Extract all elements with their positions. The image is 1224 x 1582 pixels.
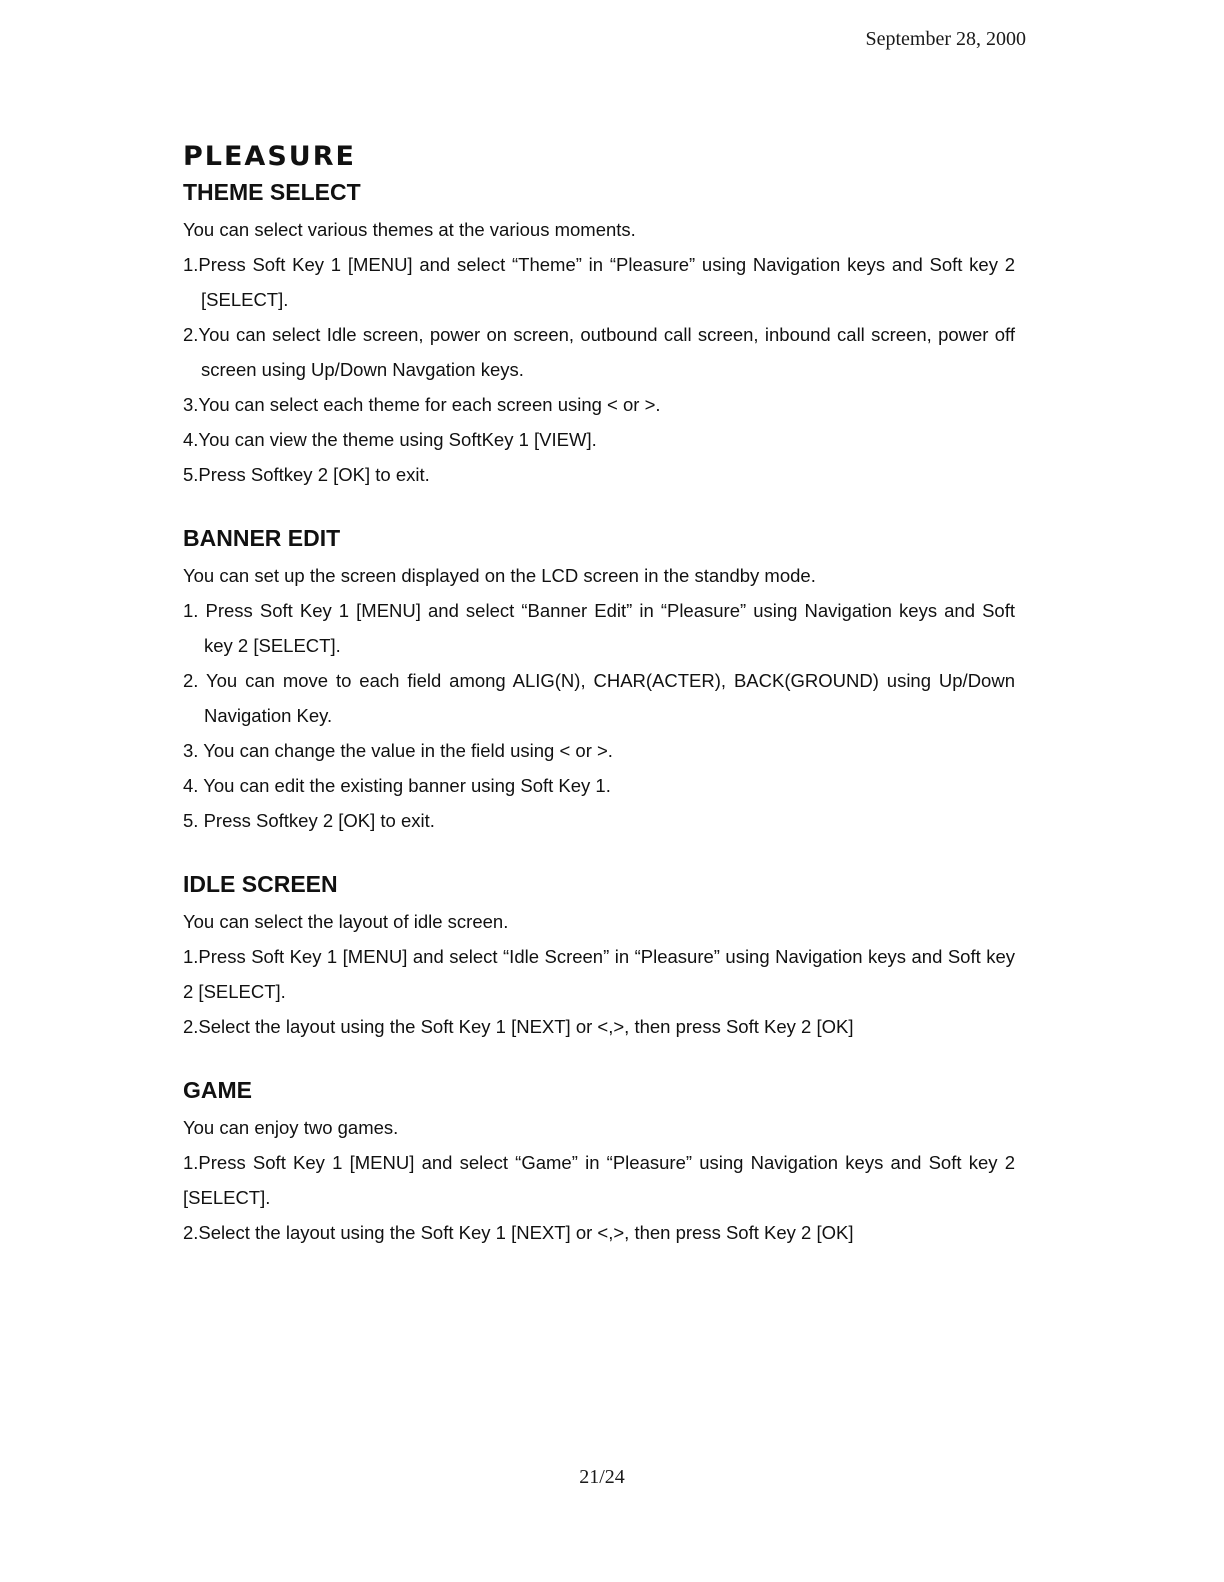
section-intro: You can select various themes at the various moments. (183, 219, 636, 240)
document-body (183, 140, 1015, 1280)
step-item: 2.You can select Idle screen, power on screen, outbound call screen, inbound call screen, power off screen using Up/Down Navgation keys. (183, 324, 1015, 380)
section-game (183, 1074, 1015, 1250)
step-item: 4. You can edit the existing banner using Soft Key 1. (183, 775, 611, 796)
section-intro: You can enjoy two games. (183, 1117, 399, 1138)
steps-list (183, 1145, 1015, 1250)
step-item: 3.You can select each theme for each screen using < or >. (183, 394, 661, 415)
section-title: BANNER EDIT (183, 525, 341, 551)
step-item: 2. You can move to each field among ALIG(N), CHAR(ACTER), BACK(GROUND) using Up/Down Navigation Key. (183, 670, 1015, 726)
step-item: 4.You can view the theme using SoftKey 1 [VIEW]. (183, 429, 597, 450)
section-intro: You can set up the screen displayed on the LCD screen in the standby mode. (183, 565, 816, 586)
step-item: 5. Press Softkey 2 [OK] to exit. (183, 810, 435, 831)
step-item: 2.Select the layout using the Soft Key 1 [NEXT] or <,>, then press Soft Key 2 [OK] (183, 1016, 854, 1037)
step-item: 1.Press Soft Key 1 [MENU] and select “Idle Screen” in “Pleasure” using Navigation keys and Soft key 2 [SELECT]. (183, 946, 1015, 1002)
document-date: September 28, 2000 (865, 28, 1026, 50)
steps-list (183, 939, 1015, 1044)
page-title: PLEASURE (183, 141, 356, 172)
step-item: 5.Press Softkey 2 [OK] to exit. (183, 464, 430, 485)
step-item: 1.Press Soft Key 1 [MENU] and select “Theme” in “Pleasure” using Navigation keys and Soft key 2 [SELECT]. (183, 254, 1015, 310)
step-item: 3. You can change the value in the field using < or >. (183, 740, 613, 761)
page-number: 21/24 (579, 1466, 625, 1488)
steps-list (183, 593, 1015, 838)
section-intro: You can select the layout of idle screen. (183, 911, 509, 932)
section-title: THEME SELECT (183, 179, 361, 205)
section-idle-screen (183, 868, 1015, 1044)
step-item: 2.Select the layout using the Soft Key 1 [NEXT] or <,>, then press Soft Key 2 [OK] (183, 1222, 854, 1243)
section-theme-select (183, 176, 1015, 492)
section-title: GAME (183, 1077, 252, 1103)
section-title: IDLE SCREEN (183, 871, 338, 897)
step-item: 1.Press Soft Key 1 [MENU] and select “Game” in “Pleasure” using Navigation keys and Soft key 2 [SELECT]. (183, 1152, 1015, 1208)
steps-list (183, 247, 1015, 492)
section-banner-edit (183, 522, 1015, 838)
step-item: 1. Press Soft Key 1 [MENU] and select “Banner Edit” in “Pleasure” using Navigation keys and Soft key 2 [SELECT]. (183, 600, 1015, 656)
